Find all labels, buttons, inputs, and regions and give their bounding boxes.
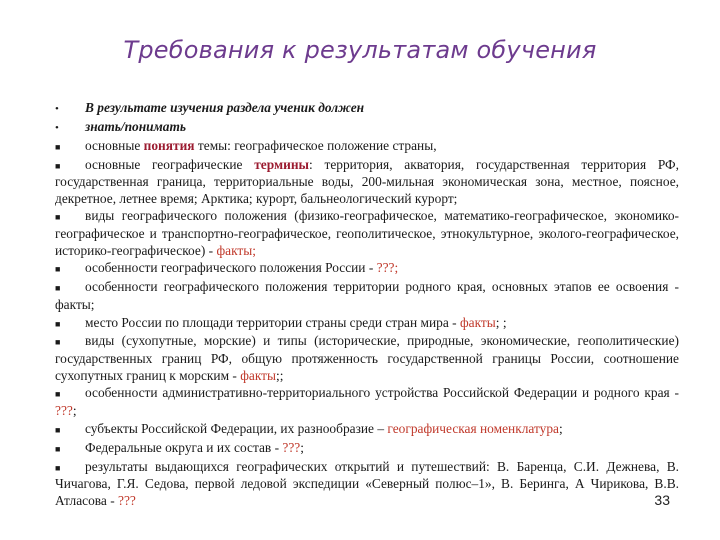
square-bullet-icon: ■ <box>55 462 61 473</box>
square-bullet-icon: ■ <box>55 318 61 329</box>
list-item: ■ виды географического положения (физико-географическое, математико-географическое, экономико-географическое и транспортно-географическое, геополитическое, этнокультурное, эколого-географическое, историко-географическое) - факты; <box>55 208 679 258</box>
square-bullet-icon: ■ <box>55 424 61 435</box>
requirements-list <box>55 100 679 510</box>
square-bullet-icon: ■ <box>55 141 61 152</box>
list-item: ■ особенности географического положения России - ???; <box>55 260 679 278</box>
bullet-icon: • <box>55 103 59 115</box>
list-item: ■ субъекты Российской Федерации, их разнообразие – географическая номенклатура; <box>55 421 679 439</box>
list-item: ■ виды (сухопутные, морские) и типы (исторические, природные, экономические, геополитические) государственных границ РФ, общую протяженность государственной границы России, соотношение сухопутных границ к морским - факты;; <box>55 333 679 383</box>
list-item: ■ основные географические термины: территория, акватория, государственная территория РФ, государственная граница, территориальные воды, 200-мильная экономическая зона, местное, поясное, декретное, летнее время; Арктика; курорт, бальнеологический курорт; <box>55 156 679 206</box>
list-item: ■ особенности административно-территориального устройства Российской Федерации и родного края - ???; <box>55 385 679 418</box>
square-bullet-icon: ■ <box>55 283 61 294</box>
list-item: ■ место России по площади территории страны среди стран мира - факты; ; <box>55 315 679 333</box>
list-item: ■ результаты выдающихся географических открытий и путешествий: В. Баренца, С.И. Дежнева, В. Чичагова, Г.Я. Седова, первой ледовой экспедиции «Северный полюс–1», В. Беринга, А Чирикова, В.В. Атласова - ??? <box>55 458 679 508</box>
list-item: • знать/понимать <box>55 119 679 137</box>
bullet-icon: • <box>55 121 59 134</box>
list-item: • В результате изучения раздела ученик должен <box>55 100 679 118</box>
square-bullet-icon: ■ <box>55 160 61 171</box>
square-bullet-icon: ■ <box>55 443 61 454</box>
square-bullet-icon: ■ <box>55 212 61 223</box>
list-item: ■ Федеральные округа и их состав - ???; <box>55 440 679 458</box>
list-item: ■ основные понятия темы: географическое положение страны, <box>55 138 679 156</box>
slide-title: Требования к результатам обучения <box>123 36 597 64</box>
square-bullet-icon: ■ <box>55 337 61 348</box>
page-number: 33 <box>654 492 670 508</box>
square-bullet-icon: ■ <box>55 264 61 275</box>
square-bullet-icon: ■ <box>55 389 61 400</box>
list-item: ■ особенности географического положения территории родного края, основных этапов ее освоения - факты; <box>55 279 679 312</box>
